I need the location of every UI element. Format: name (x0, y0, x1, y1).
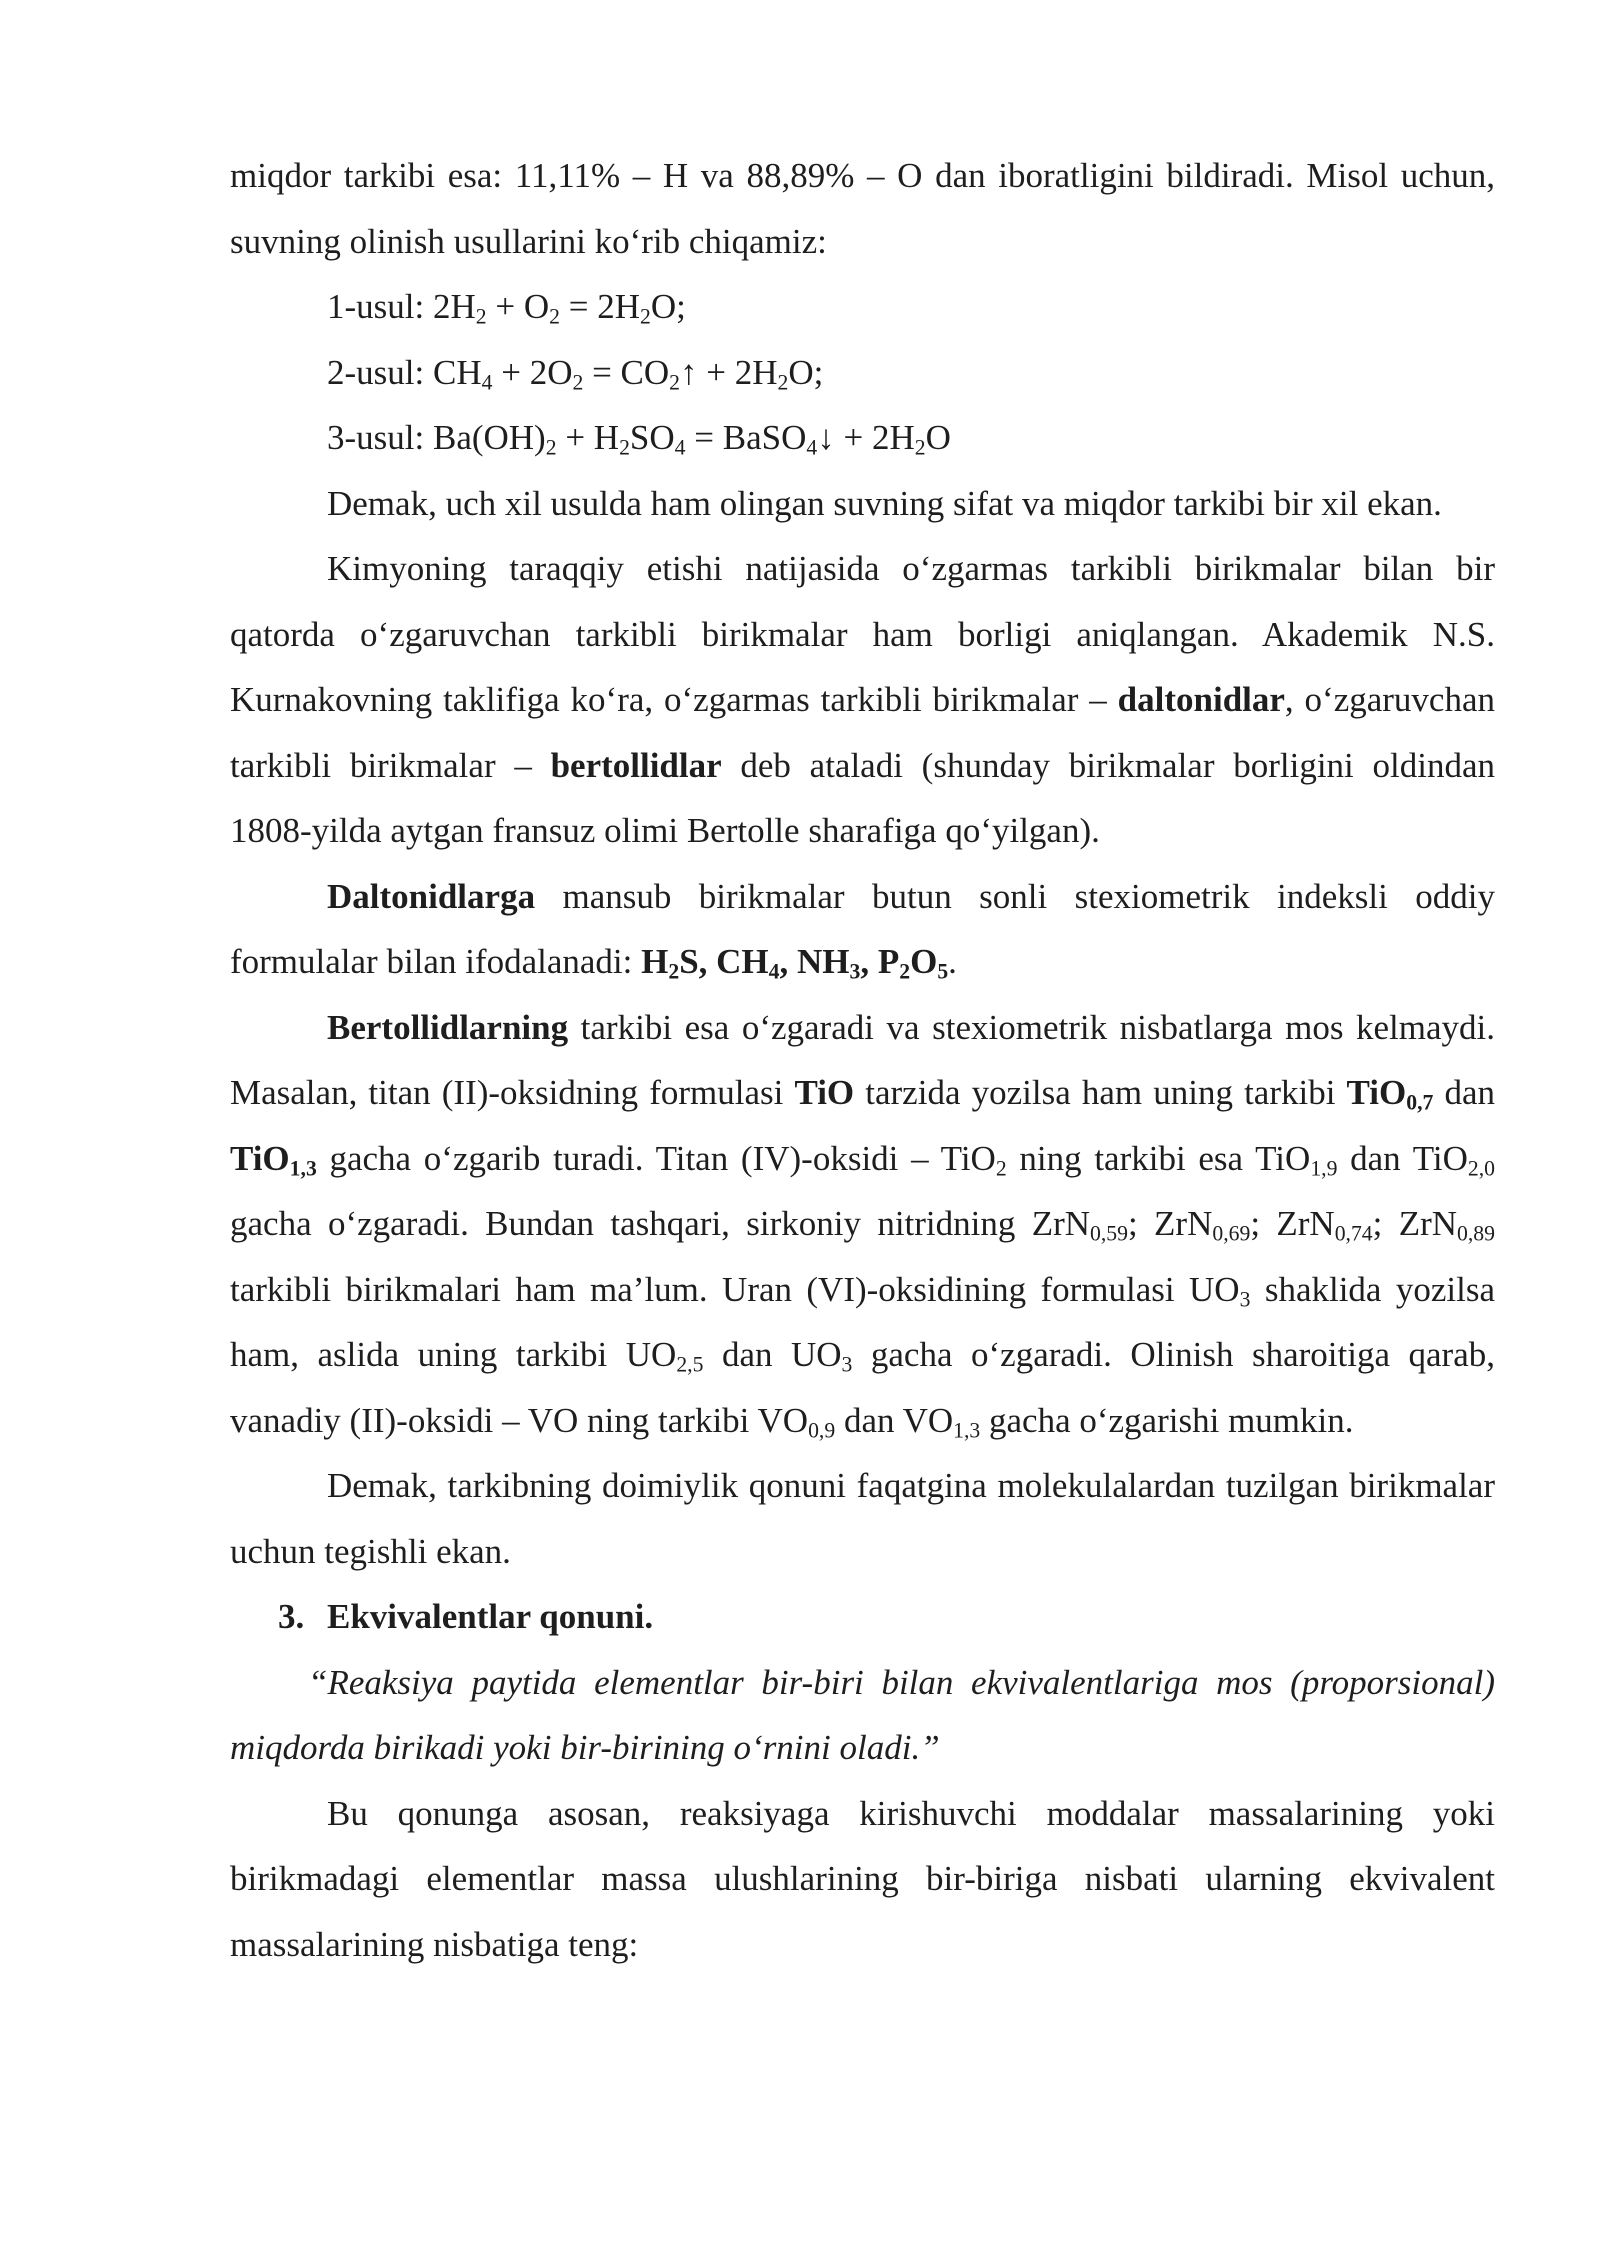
equation-method-1: 1-usul: $2H_2 + O_2 = 2H_2O$; (327, 287, 686, 329)
paragraph-law-explanation: Bu qonunga asosan, reaksiyaga kirishuvchi moddalar massalarining yoki birikmadagi elementlar massa ulushlarining bir-biriga nisbati ularning ekvivalent massalarining nisbatiga teng: (230, 1793, 1495, 1964)
equation-method-3: 3-usul: $Ba(OH)_2 + H_2SO_4$ = BaSO$_4$↓ + $2H_2O$ (327, 418, 951, 460)
paragraph-intro: miqdor tarkibi esa: 11,11% – H va 88,89% – O dan iboratligini bildiradi. Misol uchun, suvning olinish usullarini ko‘rib chiqamiz: (230, 156, 1495, 261)
law-quote: “Reaksiya paytida elementlar bir-biri bilan ekvivalentlariga mos (proporsional) miqdorda birikadi yoki bir-birining o‘rnini oladi.” (230, 1662, 1495, 1767)
paragraph-conclusion-1: Demak, uch xil usulda ham olingan suvning sifat va miqdor tarkibi bir xil ekan. (327, 483, 1442, 523)
section-heading (230, 1584, 1495, 1650)
equation-method-2: 2-usul: $CH_4 + 2O_2$ = $CO_2↑ + 2H_2O$; (327, 352, 824, 394)
paragraph-bertollides: Bertollidlarning tarkibi esa o‘zgaradi va stexiometrik nisbatlarga mos kelmaydi. Masalan, titan (II)-oksidning formulasi TiO tarzida yozilsa ham uning tarkibi TiO$_{0,7}$ dan TiO$_{1,3}$ gacha o‘zgarib turadi. Titan (IV)-oksidi – TiO$_2$ ning tarkibi esa TiO$_{1,9}$ dan TiO$_{2,0}$ gacha o‘zgaradi. Bundan tashqari, sirkoniy nitridning ZrN$_{0,59}$; ZrN$_{0,69}$; ZrN$_{0,74}$; ZrN$_{0,89}$ tarkibli birikmalari ham ma’lum. Uran (VI)-oksidining formulasi $UO_3$ shaklida yozilsa ham, aslida uning tarkibi $UO_{2,5}$ dan $UO_3$ gacha o‘zgaradi. Olinish sharoitiga qarab, vanadiy (II)-oksidi – VO ning tarkibi $VO_{0,9}$ dan $VO_{1,3}$ gacha o‘zgarishi mumkin. (230, 1007, 1496, 1442)
paragraph-daltonides: Daltonidlarga mansub birikmalar butun sonli stexiometrik indeksli oddiy formulalar bilan ifodalanadi: $H_2S$, $CH_4$, $NH_3$, $P_2O_5$. (230, 876, 1495, 984)
document-page (230, 143, 1495, 1977)
paragraph-conclusion-2: Demak, tarkibning doimiylik qonuni faqatgina molekulalardan tuzilgan birikmalar uchun tegishli ekan. (230, 1466, 1495, 1571)
paragraph-daltonides-bertollides: Kimyoning taraqqiy etishi natijasida o‘zgarmas tarkibli birikmalar bilan bir qatorda o‘zgaruvchan tarkibli birikmalar ham borligi aniqlangan. Akademik N.S. Kurnakovning taklifiga ko‘ra, o‘zgarmas tarkibli birikmalar – daltonidlar, o‘zgaruvchan tarkibli birikmalar – bertollidlar deb ataladi (shunday birikmalar borligini oldindan 1808-yilda aytgan fransuz olimi Bertolle sharafiga qo‘yilgan). (230, 549, 1495, 850)
section-title: Ekvivalentlar qonuni. (327, 1597, 654, 1636)
section-number: 3. (278, 1597, 305, 1636)
